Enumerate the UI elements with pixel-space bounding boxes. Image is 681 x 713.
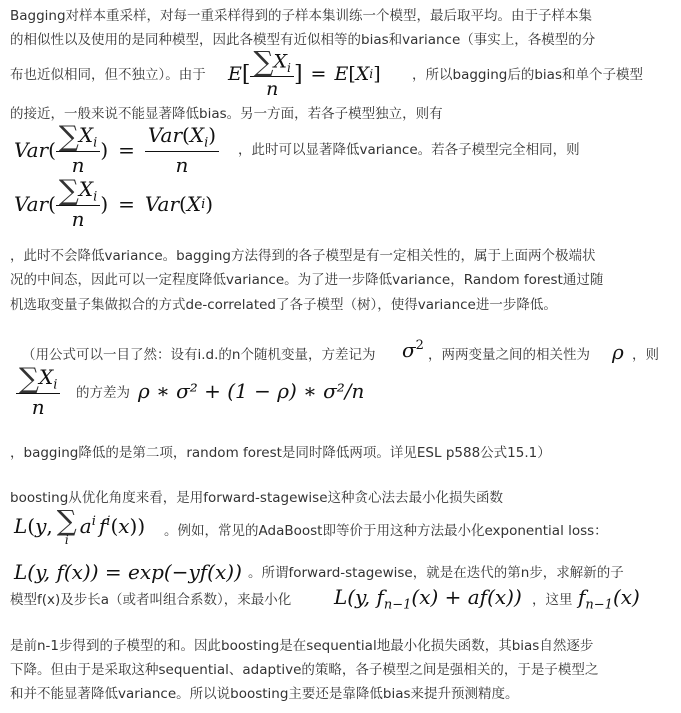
p1-line4: 的接近，一般来说不能显著降低bias。另一方面，若各子模型独立，则有: [10, 106, 443, 122]
formula-loss-sum: L ( y , ∑ i a i f i ( x ) ): [14, 504, 146, 547]
formula-sum-over-n: $\frac{\sum X_i}{n}$: [16, 365, 60, 419]
p3-line2b: 的方差为: [76, 385, 130, 401]
p1-line5b: ，此时可以显著降低variance。若各子模型完全相同，则: [238, 142, 580, 158]
fraction-sum-over-n: $\frac{\sum X_i}{n}$: [250, 49, 293, 100]
p1-line3a: 布也近似相同，但不独立）。由于: [10, 67, 206, 83]
p3-line1b: ，两两变量之间的相关性为: [428, 347, 590, 363]
sum-icon: ∑: [58, 119, 79, 153]
p1-line3b: ，所以bagging后的bias和单个子模型: [412, 67, 643, 83]
sum-icon: ∑: [58, 173, 79, 207]
sum-icon: ∑: [56, 504, 77, 537]
formula-f-n-minus-1: $f_{n-1}(x)$: [578, 585, 640, 613]
p3-line1a: （用公式可以一目了然：设有i.d.的n个随机变量，方差记为: [22, 347, 376, 363]
p1-line1: Bagging对样本重采样，对每一重采样得到的子样本集训练一个模型，最后取平均。由于子样本集: [10, 8, 593, 24]
p3-line1c: ，则: [632, 347, 659, 363]
p4-line2b: 。例如，常见的AdaBoost即等价于用这种方法最小化exponential loss：: [164, 523, 608, 539]
sum-icon: ∑: [19, 361, 39, 395]
formula-var-identical: Var ( $\frac{\sum X_i}{n}$ ) = Var ( X i ): [14, 173, 214, 232]
rho-symbol: ρ: [612, 340, 624, 364]
p4-line4a: 模型f(x)及步长a（或者叫组合系数），来最小化: [10, 592, 292, 608]
formula-E: E: [228, 63, 242, 85]
sigma-squared: $\sigma^2$: [402, 338, 424, 362]
formula-variance-expression: ρ ∗ σ² + (1 − ρ) ∗ σ²/n: [138, 379, 365, 403]
p5-line3: 和并不能显著降低variance。所以说boosting主要还是靠降低bias来提升预测精度。: [10, 686, 519, 702]
formula-exponential-loss: L(y, f(x)) = exp(−yf(x)): [14, 560, 242, 584]
p2-line1: ，此时不会降低variance。bagging方法得到的各子模型是有一定相关性的，属于上面两个极端状: [10, 248, 596, 264]
p5-line1: 是前n-1步得到的子模型的和。因此boosting是在sequential地最小化损失函数，其bias自然逐步: [10, 638, 594, 654]
p4-line4b: ，这里: [532, 592, 573, 608]
p5-line2: 下降。但由于是采取这种sequential、adaptive的策略，各子模型之间是强相关的，于是子模型之: [10, 662, 599, 678]
p4-line3b: 。所谓forward-stagewise，就是在迭代的第n步，求解新的子: [248, 565, 624, 581]
formula-var-independent: Var ( $\frac{\sum X_i}{n}$ ) = $\frac{Var(X_i)}{n}$: [14, 122, 219, 178]
p3-line3: ，bagging降低的是第二项，random forest是同时降低两项。详见ESL p588公式15.1）: [10, 445, 551, 461]
p2-line3: 机选取变量子集做拟合的方式de-correlated了各子模型（树），使得variance进一步降低。: [10, 297, 557, 313]
p2-line2: 况的中间态，因此可以一定程度降低variance。为了进一步降低variance，Random forest通过随: [10, 272, 604, 288]
p1-line2: 的相似性以及使用的是同种模型，因此各模型有近似相等的bias和variance（事实上，各模型的分: [10, 32, 596, 48]
formula-stagewise-loss: L(y, $f_{n-1}(x) + af(x)$): [334, 585, 522, 613]
sum-icon: ∑: [253, 44, 274, 78]
p4-line1: boosting从优化角度来看，是用forward-stagewise这种贪心法去最小化损失函数: [10, 490, 504, 506]
formula-expectation: E [ $\frac{\sum X_i}{n}$ ] = E [ X i ]: [228, 44, 381, 100]
